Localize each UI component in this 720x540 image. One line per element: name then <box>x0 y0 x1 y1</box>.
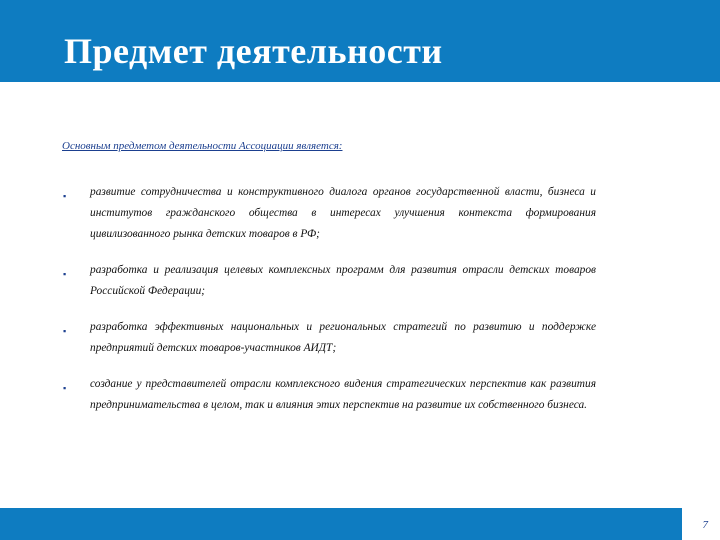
bullet-text: создание у представителей отрасли комплексного видения стратегических перспектив как развития предпринимательства в целом, так и влияния этих перспектив на развитие их собственного бизнеса. <box>90 378 596 411</box>
slide-title: Предмет деятельности <box>64 31 443 71</box>
square-bullet-icon: ▪ <box>63 191 67 201</box>
page-number: 7 <box>702 519 708 531</box>
bullet-item <box>62 182 596 245</box>
title-bar <box>0 0 720 82</box>
square-bullet-icon: ▪ <box>63 326 67 336</box>
bullet-item <box>62 374 596 416</box>
bullet-list <box>62 182 596 431</box>
bullet-item <box>62 317 596 359</box>
bullet-text: разработка и реализация целевых комплексных программ для развития отрасли детских товаров Российской Федерации; <box>90 264 596 297</box>
bullet-text: разработка эффективных национальных и региональных стратегий по развитию и поддержке предприятий детских товаров-участников АИДТ; <box>90 321 596 354</box>
slide-subtitle: Основным предметом деятельности Ассоциации является: <box>62 140 343 152</box>
footer-bar <box>0 508 720 540</box>
bullet-item <box>62 260 596 302</box>
square-bullet-icon: ▪ <box>63 383 67 393</box>
bullet-text: развитие сотрудничества и конструктивного диалога органов государственной власти, бизнеса и институтов гражданского общества в интересах улучшения контекста формирования цивилизованного рынка детских товаров в РФ; <box>90 186 596 240</box>
square-bullet-icon: ▪ <box>63 269 67 279</box>
page-number-box <box>682 508 720 540</box>
